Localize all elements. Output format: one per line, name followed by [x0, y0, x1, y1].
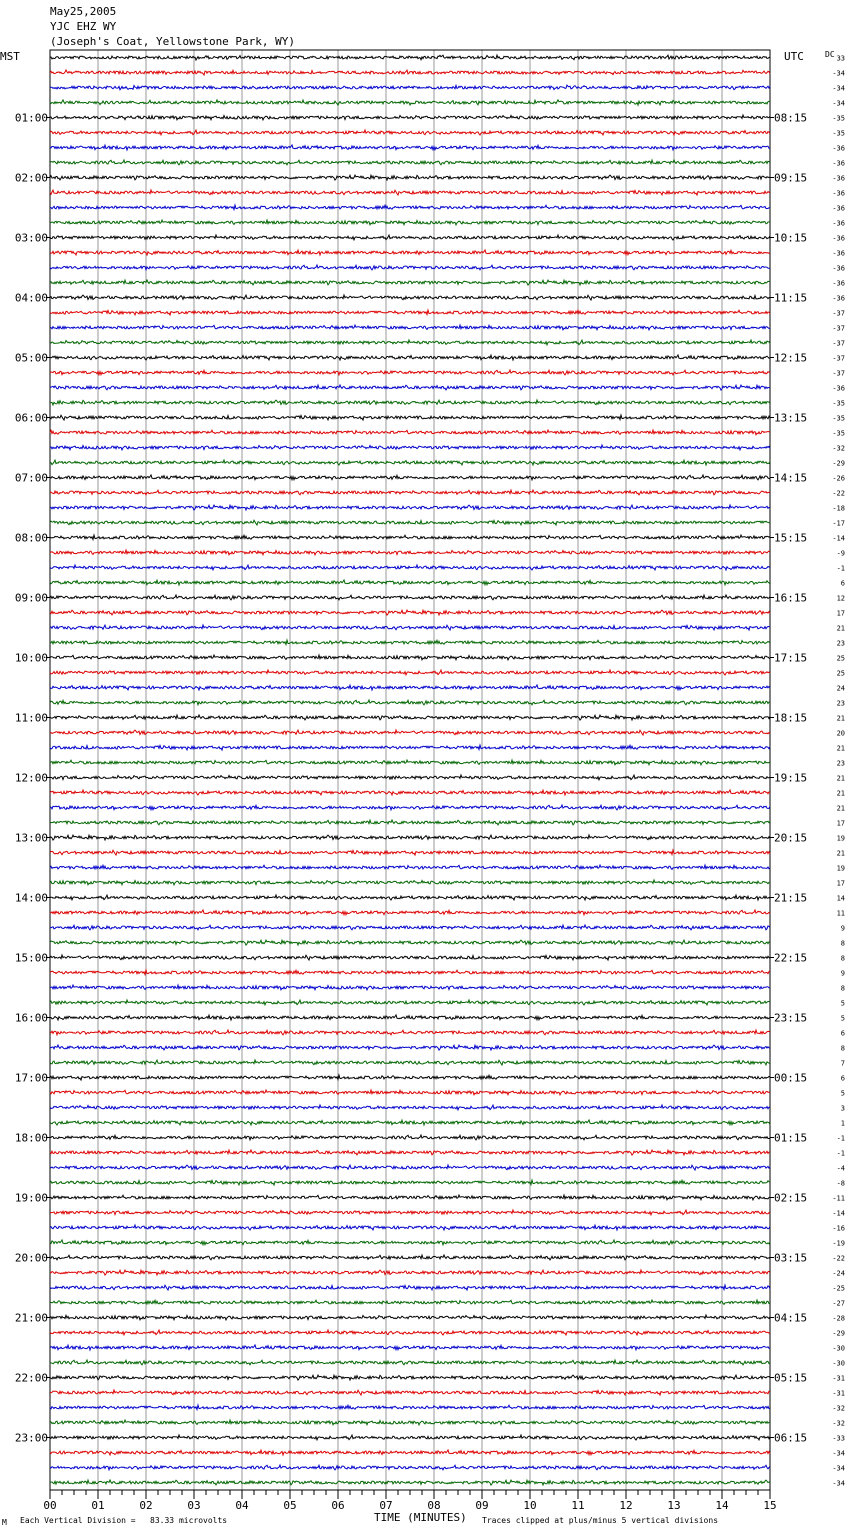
dc-offset-label: -34 [832, 99, 845, 108]
seismic-trace [50, 385, 770, 390]
mst-hour-label: 05:00 [14, 351, 48, 365]
dc-offset-label: -36 [832, 249, 845, 258]
mst-hour-label: 10:00 [14, 651, 48, 665]
dc-offset-label: -34 [832, 1449, 845, 1458]
seismic-trace [50, 970, 770, 974]
dc-offset-label: 25 [836, 654, 845, 663]
utc-hour-label: 13:15 [774, 411, 808, 425]
seismic-trace [50, 1435, 770, 1440]
utc-hour-label: 17:15 [774, 651, 808, 665]
dc-offset-label: 8 [840, 939, 845, 948]
dc-offset-label: 14 [836, 894, 845, 903]
dc-offset-label: -36 [832, 174, 845, 183]
seismic-trace [50, 910, 770, 915]
seismic-trace [50, 1210, 770, 1215]
seismic-trace [50, 895, 770, 900]
dc-offset-label: -36 [832, 384, 845, 393]
seismic-trace [50, 835, 770, 840]
mst-hour-label: 11:00 [14, 711, 48, 725]
dc-offset-label: -37 [832, 369, 845, 378]
seismic-trace [50, 775, 770, 780]
seismic-trace [50, 355, 770, 360]
dc-offset-label: -29 [832, 459, 845, 468]
utc-hour-label: 01:15 [774, 1131, 808, 1145]
seismic-trace [50, 1165, 770, 1170]
dc-offset-label: 24 [836, 684, 845, 693]
dc-offset-label: 6 [840, 1029, 845, 1038]
dc-offset-label: -25 [832, 1284, 845, 1293]
seismic-trace [50, 1195, 770, 1200]
mst-hour-label: 08:00 [14, 531, 48, 545]
seismic-trace [50, 1105, 770, 1110]
seismic-trace [50, 70, 770, 75]
mst-hour-label: 21:00 [14, 1311, 48, 1325]
seismic-trace [50, 730, 770, 735]
seismic-trace [50, 145, 770, 150]
dc-offset-label: -35 [832, 114, 845, 123]
seismic-trace [50, 715, 770, 720]
utc-hour-label: 06:15 [774, 1431, 808, 1445]
dc-offset-label: -30 [832, 1359, 845, 1368]
x-tick-label: 11 [571, 1499, 585, 1512]
utc-hour-label: 12:15 [774, 351, 808, 365]
x-tick-label: 03 [187, 1499, 201, 1512]
x-tick-label: 07 [379, 1499, 393, 1512]
seismic-trace [50, 925, 770, 930]
dc-offset-label: -31 [832, 1389, 845, 1398]
seismic-trace [50, 1375, 770, 1380]
mst-hour-label: 23:00 [14, 1431, 48, 1445]
seismic-trace [50, 1030, 770, 1035]
seismic-trace [50, 685, 770, 690]
utc-hour-label: 23:15 [774, 1011, 808, 1025]
dc-offset-label: -30 [832, 1344, 845, 1353]
utc-hour-label: 21:15 [774, 891, 808, 905]
clip-note: Traces clipped at plus/minus 5 vertical divisions [482, 1516, 719, 1525]
dc-offset-label: 5 [840, 1014, 845, 1023]
mst-hour-label: 17:00 [14, 1071, 48, 1085]
dc-label: DC [825, 50, 835, 59]
dc-offset-label: -35 [832, 429, 845, 438]
dc-offset-label: 3 [840, 1104, 845, 1113]
dc-offset-label: -34 [832, 1479, 845, 1488]
seismic-trace [50, 280, 770, 285]
mst-hour-label: 20:00 [14, 1251, 48, 1265]
dc-offset-label: -18 [832, 504, 845, 513]
dc-offset-label: -37 [832, 354, 845, 363]
dc-offset-label: 5 [840, 999, 845, 1008]
x-tick-label: 09 [475, 1499, 489, 1512]
dc-offset-label: -37 [832, 309, 845, 318]
x-tick-label: 15 [763, 1499, 777, 1512]
dc-offset-label: -17 [832, 519, 845, 528]
seismic-trace [50, 1045, 770, 1050]
dc-offset-label: -14 [832, 1209, 845, 1218]
dc-offset-label: 6 [840, 579, 845, 588]
seismic-trace [50, 340, 770, 345]
x-axis-title: TIME (MINUTES) [374, 1511, 467, 1524]
dc-offset-label: 23 [836, 639, 845, 648]
dc-offset-label: -34 [832, 84, 845, 93]
seismic-trace [50, 175, 770, 180]
utc-hour-label: 09:15 [774, 171, 808, 185]
dc-offset-label: 8 [840, 1044, 845, 1053]
x-tick-label: 13 [667, 1499, 681, 1512]
utc-hour-label: 14:15 [774, 471, 808, 485]
dc-offset-label: 7 [840, 1059, 845, 1068]
dc-offset-label: -1 [836, 1149, 845, 1158]
utc-hour-label: 20:15 [774, 831, 808, 845]
seismic-trace [50, 505, 770, 510]
seismic-trace [50, 640, 770, 644]
mst-hour-label: 01:00 [14, 111, 48, 125]
seismic-trace [50, 85, 770, 90]
mst-hour-label: 02:00 [14, 171, 48, 185]
dc-offset-label: -35 [832, 399, 845, 408]
dc-offset-label: 21 [836, 744, 845, 753]
seismic-trace [50, 115, 770, 120]
seismic-trace [50, 850, 770, 855]
dc-offset-label: 8 [840, 954, 845, 963]
dc-offset-label: -1 [836, 1134, 845, 1143]
seismic-trace [50, 1135, 770, 1140]
dc-offset-label: -16 [832, 1224, 845, 1233]
x-tick-label: 06 [331, 1499, 345, 1512]
utc-hour-label: 02:15 [774, 1191, 808, 1205]
seismic-trace [50, 760, 770, 765]
dc-offset-label: -36 [832, 144, 845, 153]
corner-mark: M [2, 1518, 7, 1527]
dc-offset-label: -32 [832, 1404, 845, 1413]
location-label: (Joseph's Coat, Yellowstone Park, WY) [50, 35, 296, 48]
dc-offset-label: -32 [832, 444, 845, 453]
dc-offset-label: 5 [840, 1089, 845, 1098]
dc-offset-label: 17 [836, 609, 845, 618]
mst-hour-label: 04:00 [14, 291, 48, 305]
seismic-trace [50, 1345, 770, 1350]
dc-offset-label: -19 [832, 1239, 845, 1248]
dc-offset-label: 21 [836, 624, 845, 633]
utc-hour-label: 08:15 [774, 111, 808, 125]
seismic-trace [50, 790, 770, 795]
seismic-trace [50, 205, 770, 209]
x-tick-label: 02 [139, 1499, 153, 1512]
seismic-trace [50, 1330, 770, 1335]
seismic-trace [50, 295, 770, 300]
seismic-trace [50, 250, 770, 255]
seismic-trace [50, 1285, 770, 1290]
utc-hour-label: 19:15 [774, 771, 808, 785]
utc-hour-label: 15:15 [774, 531, 808, 545]
seismic-trace [50, 325, 770, 330]
dc-offset-label: -35 [832, 129, 845, 138]
dc-offset-label: 21 [836, 804, 845, 813]
utc-axis-label: UTC [784, 50, 804, 63]
seismic-trace [50, 1015, 770, 1020]
seismic-trace [50, 1405, 770, 1409]
dc-offset-label: 23 [836, 699, 845, 708]
seismic-trace [50, 880, 770, 885]
seismic-trace [50, 415, 770, 420]
seismic-trace [50, 985, 770, 990]
dc-offset-label: -11 [832, 1194, 845, 1203]
utc-hour-label: 04:15 [774, 1311, 808, 1325]
seismic-trace [50, 1480, 770, 1485]
utc-hour-label: 11:15 [774, 291, 808, 305]
seismic-trace [50, 1390, 770, 1395]
mst-hour-label: 12:00 [14, 771, 48, 785]
mst-hour-label: 07:00 [14, 471, 48, 485]
seismic-trace [50, 400, 770, 405]
seismic-trace [50, 625, 770, 630]
x-tick-label: 14 [715, 1499, 729, 1512]
seismic-trace [50, 1090, 770, 1095]
seismic-trace [50, 1255, 770, 1260]
seismic-trace [50, 1120, 770, 1125]
station-label: YJC EHZ WY [50, 20, 117, 33]
mst-axis-label: MST [0, 50, 20, 63]
dc-offset-label: 9 [840, 924, 845, 933]
x-tick-label: 05 [283, 1499, 297, 1512]
dc-offset-label: -34 [832, 69, 845, 78]
seismic-trace [50, 865, 770, 869]
seismic-trace [50, 1075, 770, 1080]
seismic-trace [50, 1060, 770, 1065]
dc-offset-label: 23 [836, 759, 845, 768]
dc-offset-label: -32 [832, 1419, 845, 1428]
mst-hour-label: 06:00 [14, 411, 48, 425]
dc-offset-label: 1 [840, 1119, 845, 1128]
seismic-trace [50, 1240, 770, 1245]
dc-offset-label: 21 [836, 714, 845, 723]
seismic-trace [50, 1300, 770, 1304]
dc-offset-label: 21 [836, 789, 845, 798]
dc-offset-label: 20 [836, 729, 845, 738]
seismic-trace [50, 700, 770, 705]
mst-hour-label: 19:00 [14, 1191, 48, 1205]
seismic-trace [50, 160, 770, 165]
dc-offset-label: -36 [832, 279, 845, 288]
seismic-trace [50, 805, 770, 810]
x-tick-label: 08 [427, 1499, 441, 1512]
dc-offset-label: -22 [832, 1254, 845, 1263]
seismic-trace [50, 610, 770, 615]
scale-note: Each Vertical Division = 83.33 microvolts [20, 1516, 228, 1525]
seismic-trace [50, 475, 770, 480]
dc-offset-label: -8 [836, 1179, 845, 1188]
mst-hour-label: 15:00 [14, 951, 48, 965]
mst-hour-label: 14:00 [14, 891, 48, 905]
dc-offset-label: -27 [832, 1299, 845, 1308]
seismic-trace [50, 1150, 770, 1155]
dc-offset-label: -36 [832, 264, 845, 273]
dc-offset-label: 19 [836, 864, 845, 873]
dc-offset-label: 21 [836, 774, 845, 783]
seismic-trace [50, 220, 770, 225]
seismic-trace [50, 1465, 770, 1470]
mst-hour-label: 18:00 [14, 1131, 48, 1145]
dc-offset-label: -37 [832, 324, 845, 333]
dc-offset-label: -36 [832, 189, 845, 198]
dc-offset-label: 21 [836, 849, 845, 858]
seismic-trace [50, 820, 770, 825]
seismic-trace [50, 745, 770, 750]
seismic-trace [50, 595, 770, 600]
x-tick-label: 01 [91, 1499, 105, 1512]
dc-offset-label: -24 [832, 1269, 845, 1278]
seismic-trace [50, 670, 770, 675]
dc-offset-label: -28 [832, 1314, 845, 1323]
dc-offset-label: 25 [836, 669, 845, 678]
dc-offset-label: -36 [832, 294, 845, 303]
seismic-trace [50, 1225, 770, 1230]
utc-hour-label: 16:15 [774, 591, 808, 605]
utc-hour-label: 03:15 [774, 1251, 808, 1265]
seismic-trace [50, 370, 770, 375]
date-label: May25,2005 [50, 5, 117, 18]
dc-offset-label: -33 [832, 1434, 845, 1443]
dc-offset-label: -36 [832, 159, 845, 168]
seismic-trace [50, 955, 770, 960]
dc-offset-label: 19 [836, 834, 845, 843]
seismic-trace [50, 100, 770, 105]
x-tick-label: 10 [523, 1499, 537, 1512]
seismic-trace [50, 550, 770, 555]
dc-offset-label: -22 [832, 489, 845, 498]
seismic-trace [50, 55, 770, 60]
seismic-trace [50, 1420, 770, 1425]
seismic-trace [50, 565, 770, 570]
dc-offset-label: 11 [836, 909, 845, 918]
dc-offset-label: -29 [832, 1329, 845, 1338]
seismic-trace [50, 1360, 770, 1365]
dc-offset-label: -9 [836, 549, 845, 558]
dc-offset-label: -34 [832, 1464, 845, 1473]
dc-offset-label: -35 [832, 414, 845, 423]
seismic-trace [50, 520, 770, 525]
dc-offset-label: 8 [840, 984, 845, 993]
seismic-trace [50, 1180, 770, 1185]
seismic-trace [50, 235, 770, 240]
dc-offset-label: -26 [832, 474, 845, 483]
dc-offset-label: 33 [836, 54, 845, 63]
seismic-trace [50, 130, 770, 135]
seismic-trace [50, 190, 770, 195]
dc-offset-label: -4 [836, 1164, 845, 1173]
x-tick-label: 00 [43, 1499, 57, 1512]
dc-offset-label: -36 [832, 204, 845, 213]
x-tick-label: 12 [619, 1499, 633, 1512]
x-tick-label: 04 [235, 1499, 249, 1512]
dc-offset-label: -37 [832, 339, 845, 348]
seismic-trace [50, 310, 770, 315]
mst-hour-label: 03:00 [14, 231, 48, 245]
seismic-trace [50, 460, 770, 465]
utc-hour-label: 22:15 [774, 951, 808, 965]
dc-offset-label: 12 [836, 594, 845, 603]
seismic-trace [50, 940, 770, 945]
dc-offset-label: -36 [832, 234, 845, 243]
dc-offset-label: 17 [836, 819, 845, 828]
seismic-trace [50, 1315, 770, 1320]
dc-offset-label: -14 [832, 534, 845, 543]
dc-offset-label: 17 [836, 879, 845, 888]
seismic-trace [50, 265, 770, 270]
dc-offset-label: -36 [832, 219, 845, 228]
mst-hour-label: 09:00 [14, 591, 48, 605]
dc-offset-label: -31 [832, 1374, 845, 1383]
mst-hour-label: 22:00 [14, 1371, 48, 1385]
utc-hour-label: 05:15 [774, 1371, 808, 1385]
seismic-trace [50, 1270, 770, 1275]
seismic-trace [50, 535, 770, 540]
utc-hour-label: 10:15 [774, 231, 808, 245]
utc-hour-label: 00:15 [774, 1071, 808, 1085]
seismic-trace [50, 490, 770, 495]
mst-hour-label: 13:00 [14, 831, 48, 845]
seismic-trace [50, 430, 770, 435]
dc-offset-label: 6 [840, 1074, 845, 1083]
seismic-trace [50, 655, 770, 660]
utc-hour-label: 18:15 [774, 711, 808, 725]
seismic-trace [50, 1450, 770, 1455]
dc-offset-label: -1 [836, 564, 845, 573]
seismic-trace [50, 1000, 770, 1005]
mst-hour-label: 16:00 [14, 1011, 48, 1025]
dc-offset-label: 9 [840, 969, 845, 978]
seismic-trace [50, 445, 770, 450]
seismic-trace [50, 580, 770, 585]
